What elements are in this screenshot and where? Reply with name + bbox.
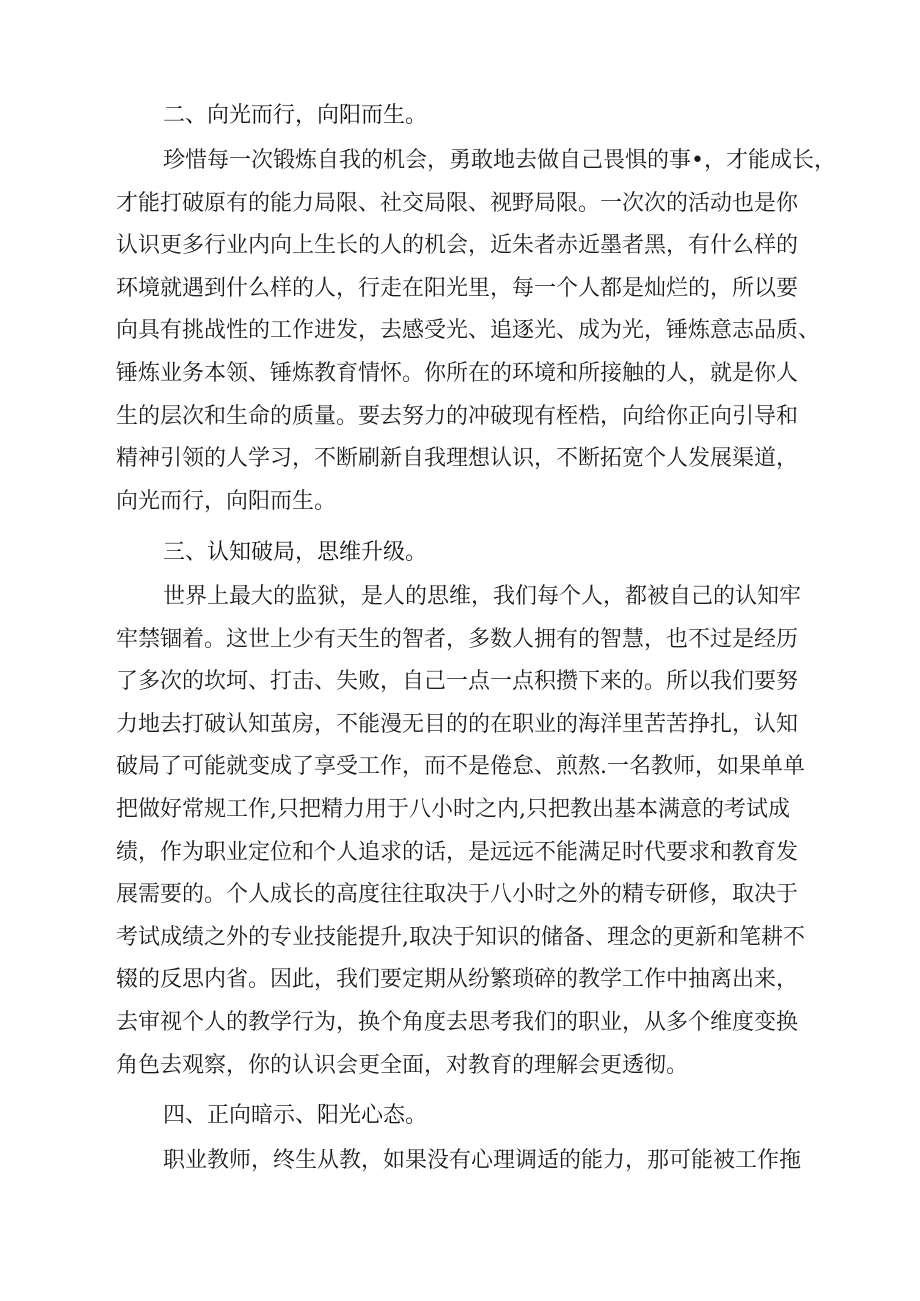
- paragraph-line: 破局了可能就变成了享受工作，而不是倦怠、煎熬.一名教师，如果单单: [116, 754, 805, 780]
- paragraph-line: 辍的反思内省。因此，我们要定期从纷繁琐碎的教学工作中抽离出来，: [116, 967, 799, 993]
- paragraph-line: 向光而行，向阳而生。: [116, 488, 337, 514]
- section-heading-3: 三、认知破局，思维升级。: [163, 540, 428, 565]
- paragraph-line: 生的层次和生命的质量。要去努力的冲破现有桎梏，向给你正向引导和: [116, 403, 799, 429]
- paragraph-line: 绩，作为职业定位和个人追求的话，是远远不能满足时代要求和教育发: [116, 839, 799, 865]
- paragraph-line: 精神引领的人学习，不断刷新自我理想认识，不断拓宽个人发展渠道，: [116, 446, 799, 472]
- paragraph-line: 认识更多行业内向上生长的人的机会，近朱者赤近墨者黑，有什么样的: [116, 233, 799, 259]
- paragraph-line: 去审视个人的教学行为，换个角度去思考我们的职业，从多个维度变换: [116, 1009, 799, 1035]
- section-paragraph-2: [116, 140, 856, 523]
- paragraph-line: 考试成绩之外的专业技能提升,取决于知识的储备、理念的更新和笔耕不: [116, 924, 805, 950]
- paragraph-line: 向具有挑战性的工作进发，去感受光、追逐光、成为光，锤炼意志品质、: [116, 318, 821, 344]
- paragraph-line: 珍惜每一次锻炼自我的机会，勇敢地去做自己畏惧的事•，才能成长，: [163, 148, 836, 173]
- paragraph-line: 职业教师，终生从教，如果没有心理调适的能力，那可能被工作拖: [163, 1148, 802, 1173]
- section-heading-4: 四、正向暗示、阳光心态。: [163, 1103, 428, 1128]
- paragraph-line: 把做好常规工作,只把精力用于八小时之内,只把教出基本满意的考试成: [116, 796, 790, 822]
- section-heading-2: 二、向光而行，向阳而生。: [163, 103, 428, 128]
- section-paragraph-3: [116, 576, 856, 1087]
- paragraph-line: 锤炼业务本领、锤炼教育情怀。你所在的环境和所接触的人，就是你人: [116, 360, 799, 386]
- paragraph-line: 才能打破原有的能力局限、社交局限、视野局限。一次次的活动也是你: [116, 190, 799, 216]
- paragraph-line: 牢禁锢着。这世上少有天生的智者，多数人拥有的智慧，也不过是经历: [116, 626, 799, 652]
- paragraph-line: 世界上最大的监狱，是人的思维，我们每个人，都被自己的认知牢: [163, 584, 802, 609]
- paragraph-line: 展需要的。个人成长的高度往往取决于八小时之外的精专研修，取决于: [116, 882, 799, 908]
- paragraph-line: 角色去观察，你的认识会更全面，对教育的理解会更透彻。: [116, 1052, 689, 1078]
- section-paragraph-4: [116, 1140, 856, 1183]
- paragraph-line: 环境就遇到什么样的人，行走在阳光里，每一个人都是灿烂的，所以要: [116, 275, 799, 301]
- paragraph-line: 力地去打破认知茧房，不能漫无目的的在职业的海洋里苦苦挣扎，认知: [116, 711, 799, 737]
- paragraph-line: 了多次的坎坷、打击、失败，自己一点一点积攒下来的。所以我们要努: [116, 669, 799, 695]
